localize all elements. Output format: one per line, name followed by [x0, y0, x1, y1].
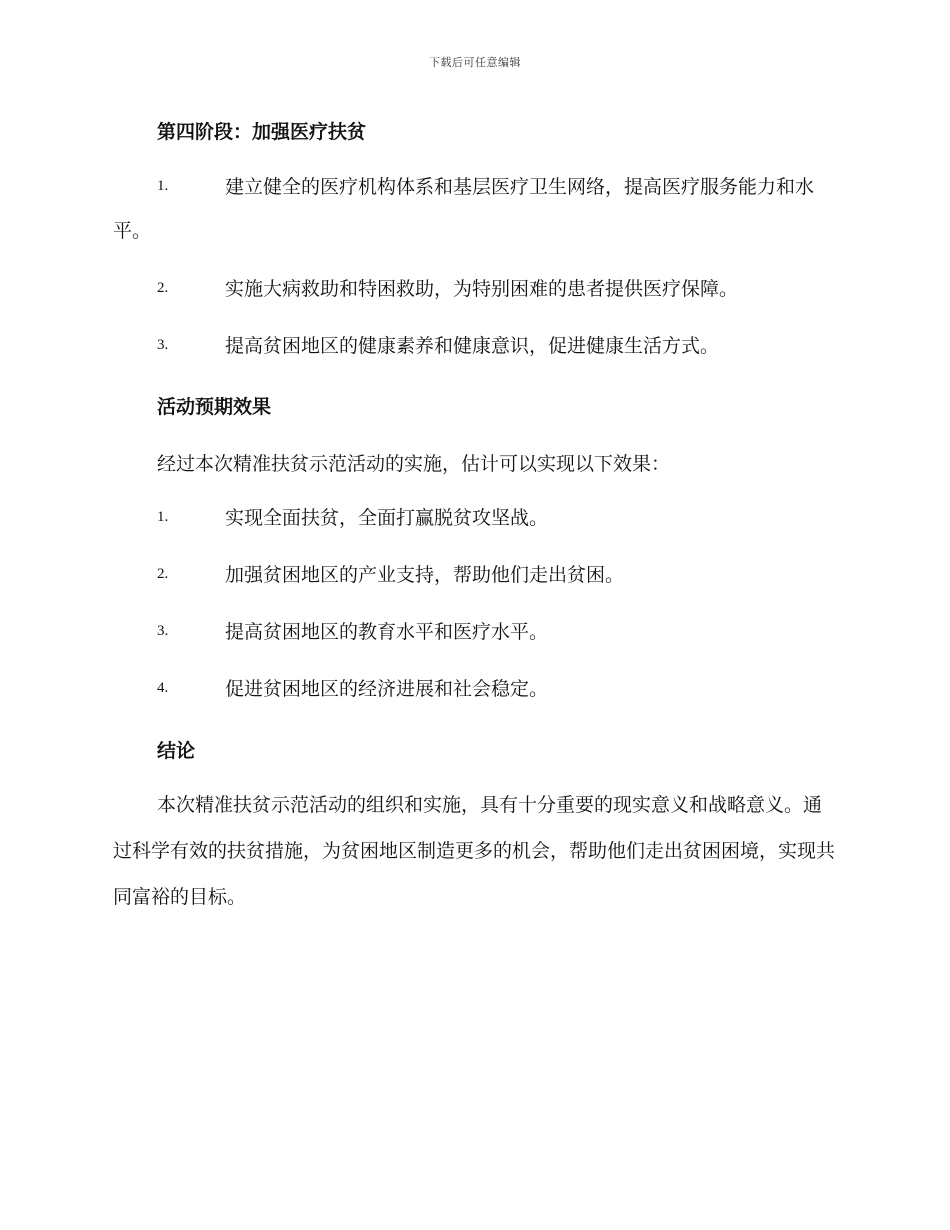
section-heading-conclusion: 结论 [157, 740, 196, 762]
section-heading-effects: 活动预期效果 [157, 396, 272, 418]
list-item-number: 2. [157, 280, 169, 296]
list-item-number: 1. [157, 178, 169, 194]
list-item-number: 3. [157, 623, 169, 639]
list-item-text: 加强贫困地区的产业支持，帮助他们走出贫困。 [225, 564, 625, 586]
list-item-number: 3. [157, 337, 169, 353]
page-header-note: 下载后可任意编辑 [429, 56, 521, 69]
list-item-text: 实施大病救助和特困救助，为特别困难的患者提供医疗保障。 [225, 278, 739, 300]
list-item-text: 实现全面扶贫，全面打赢脱贫攻坚战。 [225, 507, 549, 529]
list-item-text: 提高贫困地区的健康素养和健康意识，促进健康生活方式。 [225, 335, 720, 357]
list-item-number: 2. [157, 566, 169, 582]
list-item-text: 促进贫困地区的经济进展和社会稳定。 [225, 678, 549, 700]
conclusion-paragraph: 本次精准扶贫示范活动的组织和实施，具有十分重要的现实意义和战略意义。通过科学有效的扶贫措施，为贫困地区制造更多的机会，帮助他们走出贫困困境，实现共同富裕的目标。 [113, 794, 836, 908]
effects-intro: 经过本次精准扶贫示范活动的实施，估计可以实现以下效果： [157, 453, 671, 475]
list-item-text: 建立健全的医疗机构体系和基层医疗卫生网络，提高医疗服务能力和水平。 [113, 176, 815, 242]
list-item-number: 4. [157, 680, 169, 696]
list-item-number: 1. [157, 509, 169, 525]
list-item-text: 提高贫困地区的教育水平和医疗水平。 [225, 621, 549, 643]
section-heading-medical: 第四阶段：加强医疗扶贫 [157, 121, 367, 143]
